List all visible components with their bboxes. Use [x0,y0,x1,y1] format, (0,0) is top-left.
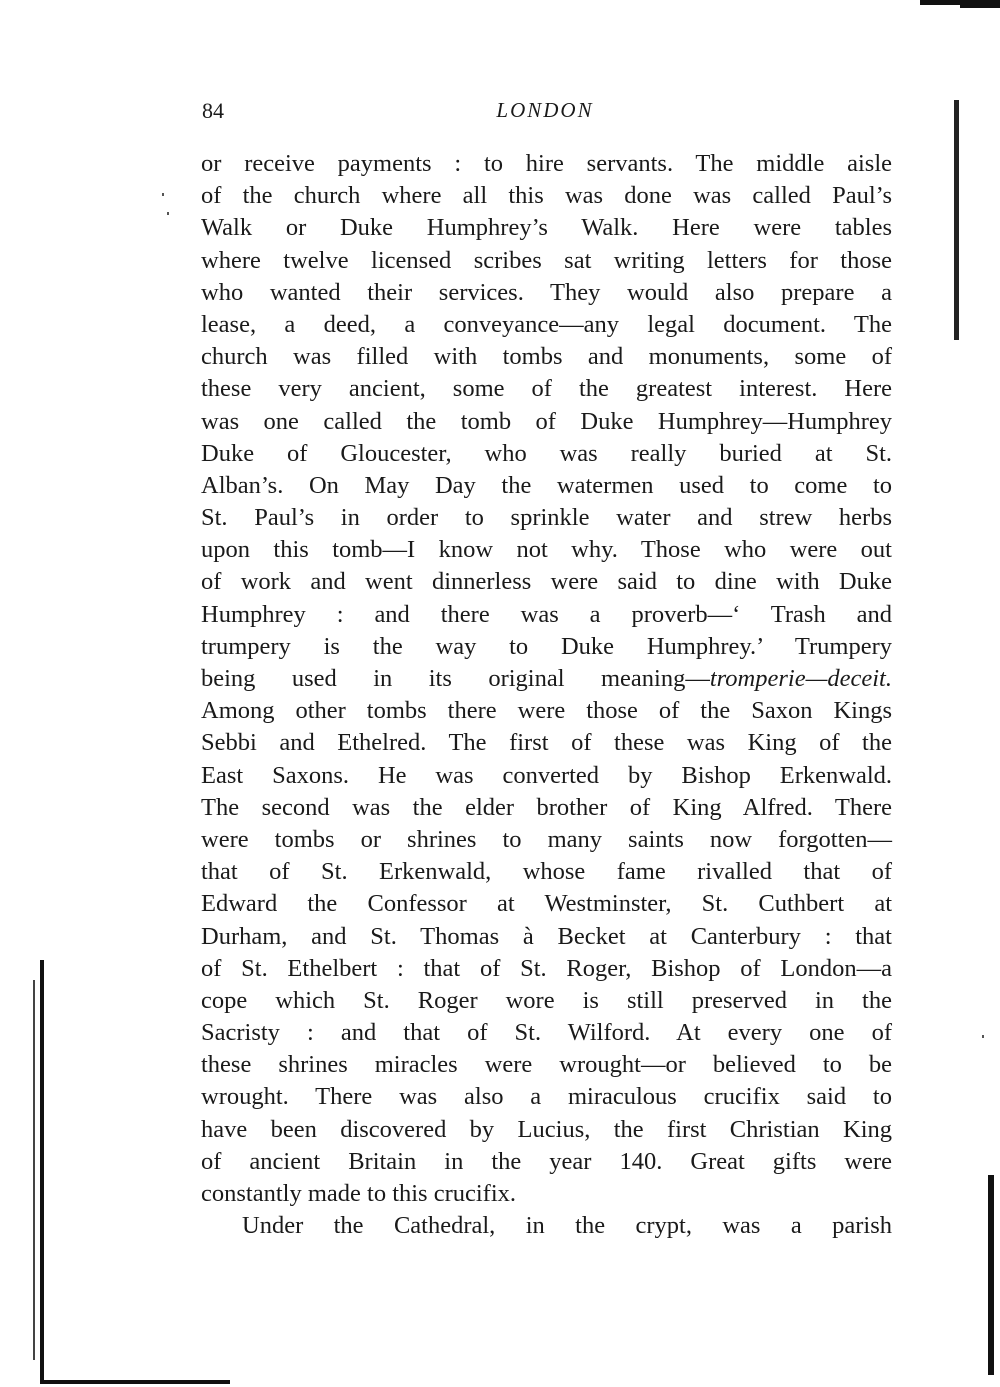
paragraph-start-line: Under the Cathedral, in the crypt, was a parish [242,1212,892,1240]
text-line: upon this tomb—I know not why. Those who were out [201,536,892,564]
text-line: Durham, and St. Thomas à Becket at Canterbury : that [201,922,892,950]
text-line: Humphrey : and there was a proverb—‘ Trash and [201,600,892,628]
text-line: Walk or Duke Humphrey’s Walk. Here were tables [201,214,892,242]
text-line-roman: being used in its original meaning— [201,665,710,692]
text-line: these very ancient, some of the greatest interest. Here [201,375,892,403]
text-line: of St. Ethelbert : that of St. Roger, Bishop of London—a [201,954,892,982]
scan-edge-left [40,960,44,1380]
paragraph-end-line: constantly made to this crucifix. [201,1180,517,1207]
scan-edge-right-upper [954,100,959,340]
scan-speck [167,212,169,215]
text-line: Sacristy : and that of St. Wilford. At every one of [201,1019,892,1047]
text-line: lease, a deed, a conveyance—any legal document. The [201,310,892,338]
text-line: that of St. Erkenwald, whose fame rivalled that of [201,858,892,886]
text-line: were tombs or shrines to many saints now forgotten— [201,825,892,853]
text-line: who wanted their services. They would also prepare a [201,278,892,306]
italic-phrase: tromperie—deceit. [709,665,892,692]
text-line: where twelve licensed scribes sat writing letters for those [201,246,892,274]
page-header [200,98,890,132]
scan-speck [162,193,164,196]
text-line: Edward the Confessor at Westminster, St. Cuthbert at [201,890,892,918]
scan-speck [982,1035,984,1038]
text-line: trumpery is the way to Duke Humphrey.’ Trumpery [201,632,892,660]
scan-edge-left-thin [33,980,35,1360]
text-line: Duke of Gloucester, who was really buried at St. [201,439,892,467]
running-title: LONDON [496,98,594,122]
page-number: 84 [202,98,224,123]
scan-edge-top-tail [960,5,1000,8]
text-line: have been discovered by Lucius, the first Christian King [201,1115,892,1143]
text-line: East Saxons. He was converted by Bishop Erkenwald. [201,761,892,789]
text-line: Sebbi and Ethelred. The first of these was King of the [201,729,892,757]
text-line: wrought. There was also a miraculous crucifix said to [201,1083,892,1111]
text-line: of ancient Britain in the year 140. Great gifts were [201,1147,892,1175]
scan-edge-bottom [40,1380,230,1384]
text-line: was one called the tomb of Duke Humphrey—Humphrey [201,407,892,435]
text-line: these shrines miracles were wrought—or believed to be [201,1051,892,1079]
text-line: or receive payments : to hire servants. The middle aisle [201,150,892,177]
text-line: of the church where all this was done was called Paul’s [201,182,892,210]
scan-edge-right-lower [988,1175,994,1375]
text-line: of work and went dinnerless were said to dine with Duke [201,568,892,596]
text-line: cope which St. Roger wore is still preserved in the [201,986,892,1014]
text-line: The second was the elder brother of King Alfred. There [201,793,892,821]
text-line: Alban’s. On May Day the watermen used to come to [201,471,892,499]
text-line: church was filled with tombs and monuments, some of [201,343,892,371]
text-line: Among other tombs there were those of the Saxon Kings [201,697,892,725]
text-line-with-italic [201,663,892,695]
text-line: St. Paul’s in order to sprinkle water and strew herbs [201,504,892,532]
body-text [201,148,892,1242]
